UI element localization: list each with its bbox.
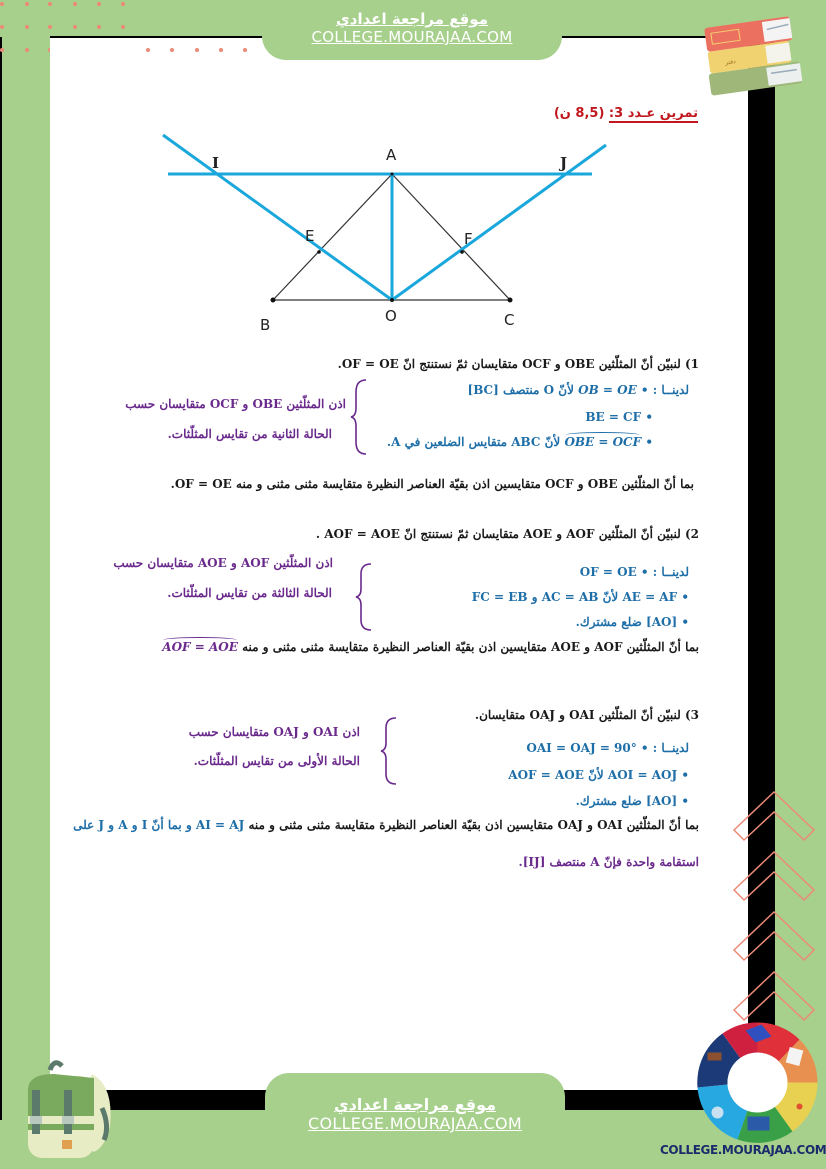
q1-fact-2: • BE = CF <box>585 410 653 424</box>
q1-conclusion-1: اذن المثلّثين OBE و OCF متقايسان حسب <box>125 397 346 411</box>
q3-conclusion-2: الحالة الأولى من تقايس المثلّثات. <box>193 754 360 768</box>
point-label-j: J <box>560 154 568 172</box>
q3-result: بما أنّ المثلّثين OAI و OAJ متقايسين اذن بقيّة العناصر النظيرة متقايسة مثنى مثنى و منه AI = AJ و بما أنّ I و A و J على <box>73 818 699 832</box>
chevron-decoration-icon <box>732 790 822 1040</box>
q3-result-line2: استقامة واحدة فإنّ A منتصف [IJ]. <box>518 855 699 869</box>
svg-text:دفتر: دفتر <box>724 58 737 67</box>
geometry-diagram <box>150 125 620 340</box>
books-illustration-icon <box>694 10 806 96</box>
q3-fact-2: • AOI = AOJ لأنّ AOF = AOE <box>508 768 689 782</box>
q2-result: بما أنّ المثلّثين AOF و AOE متقايسين اذن بقيّة العناصر النظيرة متقايسة مثنى مثنى و منه AOF = AOE <box>162 640 699 654</box>
point-label-i: I <box>212 154 220 172</box>
q2-conclusion-1: اذن المثلّثين AOF و AOE متقايسان حسب <box>113 556 333 570</box>
site-name: موقع مراجعة اعدادي <box>336 10 488 28</box>
q1-statement: 1) لنبيّن أنّ المثلّثين OBE و OCF متقايسان ثمّ نستنتج انّ OF = OE. <box>337 357 699 371</box>
subjects-ring-logo-icon <box>695 1020 820 1145</box>
q1-result: بما أنّ المثلّثين OBE و OCF متقايسين اذن بقيّة العناصر النظيرة متقايسة مثنى مثنى و منه OF = OE. <box>170 477 694 491</box>
q1-brace-icon <box>350 378 370 456</box>
q1-fact-3: • OBE = OCF لأنّ ABC متقايس الضلعين في A. <box>386 435 653 449</box>
exercise-points: (8,5 ن) <box>553 106 605 121</box>
q1-fact-1: لدينــا : • OB = OE لأنّ O منتصف [BC] <box>467 383 689 397</box>
footer-logo-label: COLLEGE.MOURAJAA.COM <box>660 1143 826 1157</box>
header-banner <box>262 0 562 60</box>
point-label-e: E <box>305 227 315 245</box>
point-label-o: O <box>385 307 397 325</box>
point-label-b: B <box>260 316 271 334</box>
point-label-a: A <box>386 146 397 164</box>
q2-fact-1: لدينــا : • OF = OE <box>579 565 689 579</box>
q2-conclusion-2: الحالة الثالثة من تقايس المثلّثات. <box>167 586 332 600</box>
exercise-title: تمرين عـدد 3: (8,5 ن) <box>553 106 698 121</box>
site-url-link[interactable]: COLLEGE.MOURAJAA.COM <box>311 28 513 46</box>
footer-banner <box>265 1073 565 1169</box>
q3-brace-icon <box>380 716 400 786</box>
q2-fact-3: • [AO] ضلع مشترك. <box>575 615 689 629</box>
decorative-dots-overlay <box>0 0 130 55</box>
q3-fact-3: • [AO] ضلع مشترك. <box>575 794 689 808</box>
q2-fact-2: • AE = AF لأنّ AC = AB و FC = EB <box>471 590 689 604</box>
point-label-f: F <box>464 230 473 248</box>
q3-fact-1: لدينــا : • OAI = OAJ = 90° <box>526 741 689 755</box>
footer-site-url-link[interactable]: COLLEGE.MOURAJAA.COM <box>308 1114 522 1133</box>
frame-left-edge <box>0 37 2 1120</box>
q3-conclusion-1: اذن OAI و OAJ متقايسان حسب <box>188 725 360 739</box>
backpack-illustration-icon <box>14 1056 114 1161</box>
q2-brace-icon <box>355 562 375 632</box>
q3-statement: 3) لنبيّن أنّ المثلّثين OAI و OAJ متقايسان. <box>474 708 699 722</box>
q1-conclusion-2: الحالة الثانية من تقايس المثلّثات. <box>167 427 332 441</box>
q2-statement: 2) لنبيّن أنّ المثلّثين AOF و AOE متقايسان ثمّ نستنتج انّ AOF = AOE . <box>315 527 699 541</box>
point-label-c: C <box>504 311 515 329</box>
footer-site-name: موقع مراجعة اعدادي <box>333 1095 497 1114</box>
